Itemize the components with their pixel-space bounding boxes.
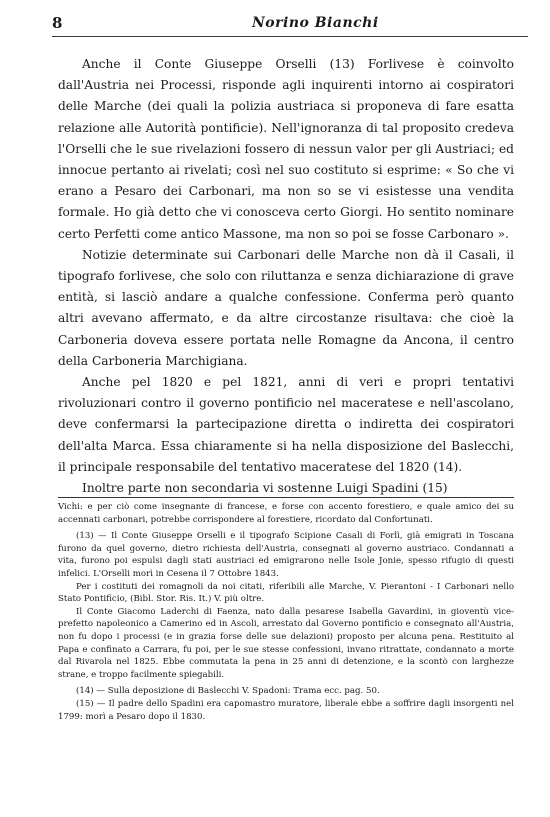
page-header bbox=[52, 14, 528, 36]
paragraph-spadini: Inoltre parte non secondaria vi sostenne Luigi Spadini (15) bbox=[82, 481, 448, 496]
paragraph-orselli: Anche il Conte Giuseppe Orselli (13) Forlivese è coinvolto dall'Austria nei Processi, risponde agli inquirenti intorno ai cospiratori delle Marche (dei quali la polizia austriaca si proponeva di fare esatta relazione alle Autorità pontificie). Nell'ignoranza di tal proposito credeva l'Orselli che le sue rivelazioni fossero di nessun valor per gli Austriaci; ed innocue pertanto ai rivelati; così nel suo costituto si esprime: « So che vi erano a Pesaro dei Carbonari, ma non so se vi esistesse una vendita formale. Ho già detto che vi conosceva certo Giorgi. Ho sentito nominare certo Perfetti come antico Massone, ma non so poi se fosse Carbonaro ». bbox=[58, 57, 514, 241]
footnote-14: (14) — Sulla deposizione di Baslecchi V. Spadoni: Trama ecc. pag. 50. bbox=[76, 686, 380, 697]
footnote-rule bbox=[58, 497, 514, 498]
footnote-13: (13) — Il Conte Giuseppe Orselli e il tipografo Scipione Casali di Forlì, già emigrati in Toscana furono da quel governo, dietro richiesta dell'Austria, consegnati al governo austriaco. Condannati a vita, furono poi espulsi dagli stati austriaci ed emigrarono nelle Isole Jonie, spesso rifugio di questi infelici. L'Orselli morì in Cesena il 7 Ottobre 1843. bbox=[58, 531, 514, 579]
footnote-13-laderchi: Il Conte Giacomo Laderchi di Faenza, nato dalla pesarese Isabella Gavardini, in gioventù vice-prefetto napoleonico a Camerino ed in Ascoli, arrestato dal Governo pontificio e consegnato all'Austria, non fu dopo i processi (e in grazia forse delle sue delazioni) proposto per alcuna pena. Restituito al Papa e confinato a Carrara, fu poi, per le sue stesse confessioni, invano ritrattate, condannato a morte dal Rivarola nel 1825. Ebbe commutata la pena in 25 anni di detenzione, e la scontò con larghezze strane, e troppo facilmente spiegabili. bbox=[58, 606, 514, 680]
footnote-15: (15) — Il padre dello Spadini era capomastro muratore, liberale ebbe a soffrire dagli insorgenti nel 1799: morì a Pesaro dopo il 1830. bbox=[58, 698, 514, 722]
paragraph-casali: Notizie determinate sui Carbonari delle Marche non dà il Casali, il tipografo forlivese, che solo con riluttanza e senza dichiarazione di grave entità, si lasciò andare a qualche confessione. Conferma però quanto altri avevano affermato, e da altre circostanze risultava: che cioè la Carboneria doveva essere portata nelle Romagne da Ancona, il centro della Carboneria Marchigiana. bbox=[58, 247, 514, 368]
header-rule bbox=[52, 36, 528, 37]
page-number: 8 bbox=[52, 14, 63, 32]
footnotes bbox=[58, 501, 514, 723]
running-head: Norino Bianchi bbox=[252, 15, 379, 31]
main-text bbox=[58, 54, 514, 499]
footnote-13-sources: Per i costituti dei romagnoli da noi citati, riferibili alle Marche, V. Pierantoni - I Carbonari nello Stato Pontificio, (Bibl. Stor. Ris. It.) V. più oltre. bbox=[58, 581, 514, 605]
footnote-continuation: Vichi: e per ciò come insegnante di francese, e forse con accento forestiero, e quale amico dei su accennati carbonari, potrebbe corrispondere al forestiere, ricordato dal Confortunati. bbox=[58, 502, 514, 525]
paragraph-1820-1821: Anche pel 1820 e pel 1821, anni di veri e propri tentativi rivoluzionari contro il governo pontificio nel maceratese e nell'ascolano, deve confermarsi la partecipazione diretta o indiretta dei cospiratori dell'alta Marca. Essa chiaramente si ha nella disposizione del Baslecchi, il principale responsabile del tentativo maceratese del 1820 (14). bbox=[58, 375, 514, 474]
